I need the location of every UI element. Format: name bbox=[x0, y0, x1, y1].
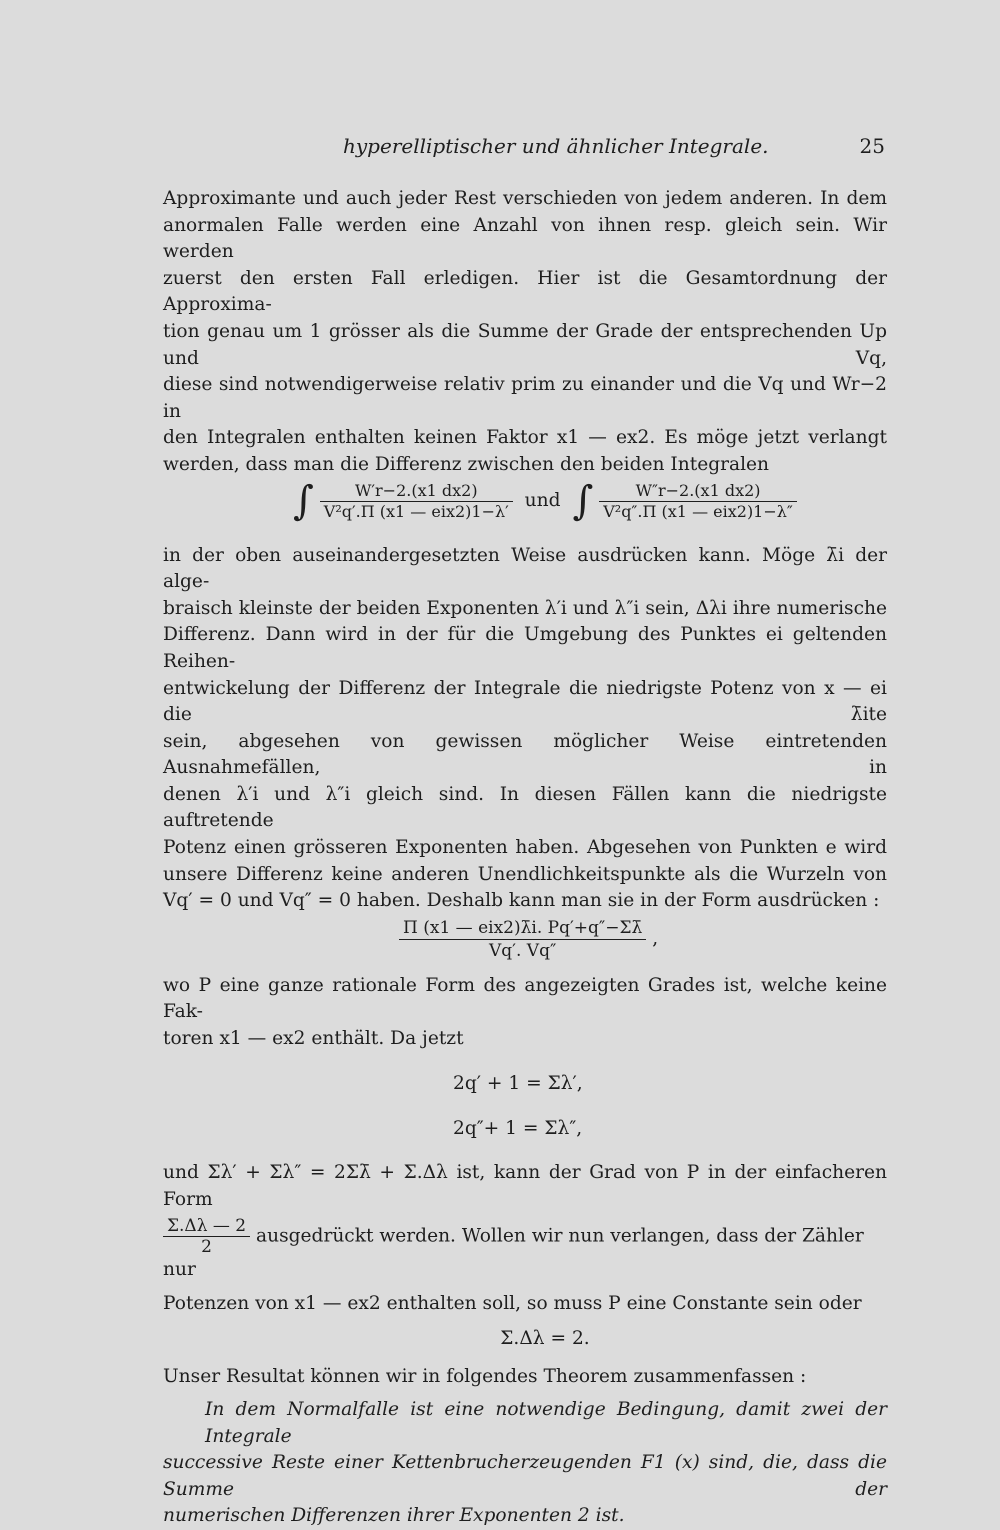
text-line: entwickelung der Differenz der Integrale die niedrigste Potenz von x — ei die λ̄ite bbox=[163, 677, 887, 726]
numerator: W′r−2.(x1 dx2) bbox=[320, 481, 513, 502]
text-line: zuerst den ersten Fall erledigen. Hier ist die Gesamtordnung der Approxima- bbox=[163, 267, 887, 316]
text-line: Vq′ = 0 und Vq″ = 0 haben. Deshalb kann man sie in der Form ausdrücken : bbox=[163, 890, 880, 912]
denominator: Vq′. Vq″ bbox=[488, 940, 557, 961]
quotient bbox=[399, 917, 646, 962]
text-line: und Σλ′ + Σλ″ = 2Σλ̄ + Σ.Δλ ist, kann der Grad von P in der einfacheren Form bbox=[163, 1162, 887, 1210]
text-run: ausgedrückt werden. Wollen wir nun verlangen, dass der Zähler nur bbox=[163, 1225, 864, 1280]
paragraph-6: Unser Resultat können wir in folgendes Theorem zusammenfassen : bbox=[163, 1366, 807, 1388]
paragraph-5: Potenzen von x1 — ex2 enthalten soll, so muss P eine Constante sein oder bbox=[163, 1293, 862, 1315]
text-line: Differenz. Dann wird in der für die Umgebung des Punktes ei geltenden Reihen- bbox=[163, 624, 887, 672]
integral-right bbox=[599, 481, 797, 522]
denominator: V²q″.Π (x1 — eix2)1−λ″ bbox=[603, 501, 793, 521]
integral-sign: ∫ bbox=[572, 477, 594, 524]
main-text bbox=[163, 186, 887, 1530]
denominator: 2 bbox=[201, 1236, 212, 1257]
text-line: braisch kleinste der beiden Exponenten λ′i und λ″i sein, Δλi ihre numerische bbox=[163, 597, 887, 619]
fraction-formula bbox=[399, 917, 887, 973]
paragraph-1 bbox=[163, 186, 887, 479]
text-line: denen λ′i und λ″i gleich sind. In diesen Fällen kann die niedrigste auftretende bbox=[163, 783, 887, 832]
trailing-comma: , bbox=[652, 928, 659, 950]
degree-fraction bbox=[163, 1216, 250, 1257]
text-line: unsere Differenz keine anderen Unendlichkeitspunkte als die Wurzeln von bbox=[163, 863, 887, 885]
integral-sign: ∫ bbox=[293, 477, 314, 524]
connector-word: und bbox=[524, 489, 561, 511]
running-title: hyperelliptischer und ähnlicher Integrale. bbox=[343, 134, 769, 158]
paragraph-2 bbox=[163, 543, 887, 915]
text-line: anormalen Falle werden eine Anzahl von ihnen resp. gleich sein. Wir werden bbox=[163, 214, 887, 263]
integral-formula bbox=[293, 477, 887, 543]
page-number: 25 bbox=[859, 134, 885, 158]
text-line: Potenz einen grösseren Exponenten haben. Abgesehen von Punkten e wird bbox=[163, 837, 887, 859]
text-line: werden, dass man die Differenz zwischen den beiden Integralen bbox=[163, 453, 770, 475]
text-line: wo P eine ganze rationale Form des angezeigten Grades ist, welche keine Fak- bbox=[163, 974, 887, 1023]
text-line: tion genau um 1 grösser als die Summe der Grade der entsprechenden Up und Vq, bbox=[163, 320, 887, 369]
text-line bbox=[163, 1216, 887, 1284]
final-equation: Σ.Δλ = 2. bbox=[500, 1327, 590, 1349]
denominator: V²q′.Π (x1 — eix2)1−λ′ bbox=[323, 501, 509, 521]
numerator: Π (x1 — eix2)λ̄i. Pq′+q″−Σλ̄ bbox=[399, 917, 646, 940]
paragraph-4 bbox=[163, 1160, 887, 1283]
theorem bbox=[163, 1397, 887, 1530]
text-line: diese sind notwendigerweise relativ prim zu einander und die Vq und Wr−2 in bbox=[163, 374, 887, 422]
theorem-line: numerischen Differenzen ihrer Exponenten 2 ist. bbox=[163, 1505, 625, 1527]
numerator: Σ.Δλ — 2 bbox=[163, 1216, 250, 1237]
paragraph-3 bbox=[163, 973, 887, 1053]
equation: 2q′ + 1 = Σλ′, bbox=[453, 1073, 583, 1095]
text-line: in der oben auseinandergesetzten Weise ausdrücken kann. Möge λ̄i der alge- bbox=[163, 544, 887, 593]
theorem-line: successive Reste einer Kettenbrucherzeugenden F1 (x) sind, die, dass die Summe der bbox=[163, 1452, 887, 1500]
equations bbox=[163, 1071, 887, 1142]
text-line: toren x1 — ex2 enthält. Da jetzt bbox=[163, 1028, 464, 1050]
theorem-line: In dem Normalfalle ist eine notwendige Bedingung, damit zwei der Integrale bbox=[205, 1398, 887, 1447]
running-header bbox=[163, 134, 885, 164]
text-line: den Integralen enthalten keinen Faktor x1 — ex2. Es möge jetzt verlangt bbox=[163, 427, 887, 449]
numerator: W″r−2.(x1 dx2) bbox=[599, 481, 797, 502]
text-line: sein, abgesehen von gewissen möglicher Weise eintretenden Ausnahmefällen, in bbox=[163, 730, 887, 779]
text-line: Approximante und auch jeder Rest verschieden von jedem anderen. In dem bbox=[163, 188, 887, 209]
equation: 2q″+ 1 = Σλ″, bbox=[453, 1117, 583, 1139]
integral-left bbox=[320, 481, 513, 522]
